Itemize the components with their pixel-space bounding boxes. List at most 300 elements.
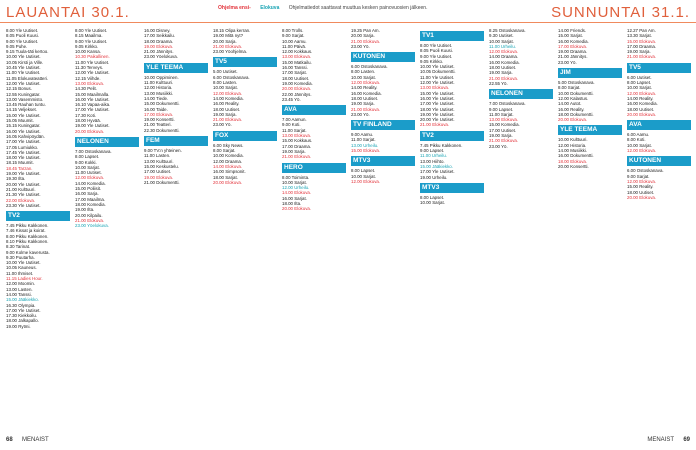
program-entry: 8.30 Tarinat.: [6, 244, 31, 250]
program-entry: 18.00 Uutiset.: [627, 106, 655, 112]
program-entry: 19.25 Pan Am.: [351, 28, 380, 33]
program-entry: 19.30 Ilta.: [6, 176, 26, 182]
program-entry: 17.00 Yle Uutiset.: [75, 107, 110, 113]
program-entry: 19.00 Sarja.: [351, 101, 375, 107]
program-entry: 9.00 Sarjat.: [627, 173, 650, 179]
program-entry: 15.00 Yle Uutiset.: [420, 90, 455, 96]
program-entry: 16.30 Olympia.: [6, 302, 36, 308]
program-entry: 6.00 Aamu.: [627, 132, 650, 138]
legend-movie: Elokuva: [260, 5, 280, 11]
program-entry: 16.00 Yle Uutiset.: [6, 128, 41, 134]
program-entry: 9.00 Yle Uutiset.: [6, 38, 39, 44]
program-entry: 14.00 Autot.: [558, 101, 582, 107]
program-entry: 18.15 Muumit.: [6, 160, 34, 166]
program-entry: 14.00 Friends.: [558, 28, 587, 33]
program-entry: 19.00 Komedia.: [282, 80, 313, 86]
program-entry: 17.00 Elokuva.: [144, 111, 174, 117]
program-entry: 9.00 Lapset.: [489, 106, 514, 112]
program-entry: 10.05 Kirsti ja Ville.: [6, 59, 44, 65]
program-entry: 20.00 Elokuva.: [627, 194, 657, 200]
program-entry: 19.00 Urheilu.: [420, 174, 448, 180]
program-entry: 15.00 Maailmalla.: [75, 91, 110, 97]
program-entry: 21.00 Teatteri.: [144, 122, 172, 128]
program-entry: 9.00 Yle Uutiset.: [75, 38, 108, 44]
program-entry: 10.00 Sarjat.: [351, 173, 376, 179]
program-entry: 12.00 Yle Uutiset.: [75, 70, 110, 76]
listing-column: [420, 28, 484, 428]
program-entry: 17.00 Elokuva.: [558, 43, 588, 49]
program-entry: 17.00 Maailma.: [75, 196, 106, 202]
program-entry: 19.00 Konsertti.: [144, 117, 175, 123]
legend: [218, 5, 435, 11]
program-entry: 7.00 Aamun.: [282, 117, 307, 123]
program-entry: 10.05 Dokumentti.: [420, 69, 456, 75]
program-entry: 12.00 Elokuva.: [627, 178, 657, 184]
program-entry: 15.05 Muumit.: [6, 118, 34, 124]
right-day-title: SUNNUNTAI 31.1.: [551, 4, 690, 21]
program-entry: 21.00 Elokuva.: [75, 217, 105, 223]
program-entry: 22.55 Yö.: [489, 80, 508, 86]
program-entry: 12.00 Elokuva.: [627, 90, 657, 96]
channel-heading: TV5: [213, 57, 277, 67]
program-entry: 17.05 Lumiukko.: [6, 144, 39, 150]
program-entry: 16.00 Simpsonit.: [213, 169, 246, 175]
program-entry: 21.00 Elokuva.: [627, 54, 657, 60]
program-entry: 10.00 Sarjat.: [213, 85, 238, 91]
program-entry: 20.00 Elokuva.: [213, 179, 243, 185]
program-entry: 19.00 Elokuva.: [144, 43, 174, 49]
program-entry: 18.45 Tarzan.: [6, 165, 33, 171]
program-entry: 20.00 Elokuva.: [558, 117, 588, 123]
program-entry: 8.00 Yle Uutiset.: [75, 28, 108, 33]
program-entry: 13.00 Kulttuuri.: [144, 158, 174, 164]
program-entry: 16.00 Yle Uutiset.: [75, 96, 110, 102]
program-entry: 13.00 Lasten.: [6, 286, 33, 292]
program-entry: 9.00 Koti.: [282, 122, 301, 128]
program-entry: 11.00 Yle Uutiset.: [420, 74, 455, 80]
program-entry: 8.00 Lapset.: [75, 154, 100, 160]
program-entry: 9.05 Puhe.: [6, 43, 28, 49]
program-entry: 9.00 TV:n yhteinen.: [144, 148, 182, 154]
program-entry: 12.00 Elokuva.: [213, 90, 243, 96]
listing-column: [144, 28, 208, 428]
program-entry: 15.00 Yle Uutiset.: [6, 112, 41, 118]
program-entry: 9.15 Tuula-täti kertoo.: [6, 49, 49, 55]
channel-heading: TV FINLAND: [351, 120, 415, 130]
program-entry: 17.30 Koti.: [75, 112, 96, 118]
program-entry: 11.00 Uutiset.: [75, 170, 102, 176]
program-entry: 16.05 Kahvipöydän.: [6, 133, 45, 139]
program-entry: 23.00 Yöelokuva.: [75, 223, 109, 229]
program-entry: 10.00 Sarjat.: [351, 74, 376, 80]
program-entry: 13.00 Urheilu.: [351, 142, 379, 148]
program-entry: 10.00 Sarjat.: [627, 85, 652, 91]
program-entry: 17.00 Sarjat.: [282, 70, 307, 76]
program-entry: 21.00 Kulttuuri.: [6, 186, 36, 192]
program-entry: 8.00 Yle Uutiset.: [420, 43, 453, 48]
program-entry: 10.00 Sarjat.: [489, 38, 514, 44]
program-entry: 8.00 Lasten.: [213, 80, 238, 86]
program-entry: 13.00 Elokuva.: [75, 80, 105, 86]
program-entry: 19.00 Mitä nyt?: [213, 33, 244, 39]
program-entry: 6.00 Ostoskanava.: [213, 74, 250, 80]
program-entry: 9.05 Kirkko.: [75, 43, 99, 49]
program-entry: 14.00 Tiede.: [144, 95, 169, 101]
program-entry: 14.15 Veljekset.: [6, 107, 37, 113]
program-entry: 20.00 Sarja.: [351, 33, 375, 39]
program-entry: 15.00 Poliisit.: [75, 186, 102, 192]
program-entry: 11.15 Ladies Hour.: [6, 276, 43, 282]
channel-heading: NELONEN: [75, 137, 139, 147]
program-entry: 16.00 Taide.: [144, 106, 168, 112]
program-entry: 11.00 Lasten.: [144, 153, 171, 159]
page-footer: [0, 434, 696, 450]
listing-column: [6, 28, 70, 428]
program-entry: 17.00 Uutiset.: [144, 169, 172, 175]
program-entry: 11.00 Yle Uutiset.: [6, 70, 41, 76]
channel-heading: KUTONEN: [351, 52, 415, 62]
program-entry: 7.45 Pikku Kakkonen.: [420, 142, 463, 148]
program-entry: 12.00 Elokuva.: [627, 148, 657, 154]
program-entry: 19.00 Sarja.: [282, 148, 306, 154]
program-entry: 11.00 Sarjat.: [282, 127, 307, 133]
right-page-number: 69: [683, 437, 690, 443]
program-entry: 18.00 Dokumentti.: [558, 111, 594, 117]
channel-heading: HERO: [282, 163, 346, 173]
program-entry: 15.00 Elokuva.: [351, 148, 381, 154]
program-entry: 18.00 Jalkapallo.: [6, 318, 39, 324]
program-entry: 18.15 Olipa kerran.: [213, 28, 251, 33]
channel-heading: YLE TEEMA: [558, 125, 622, 135]
program-entry: 21.00 Elokuva.: [351, 106, 381, 112]
program-entry: 7.45 Pikku Kakkonen.: [6, 223, 49, 229]
program-entry: 12.00 Historia.: [558, 142, 587, 148]
program-entry: 19.00 Sarja.: [489, 133, 513, 139]
program-entry: 18.00 Ilta.: [282, 201, 302, 207]
program-entry: 8.05 Puoli Kuusi.: [420, 48, 453, 54]
program-entry: 12.00 Kalastus.: [558, 95, 589, 101]
program-entry: 23.00 Yö.: [558, 59, 577, 65]
program-entry: 6.00 Ostoskanava.: [627, 168, 664, 174]
program-entry: 12.00 Kokkaus.: [282, 49, 313, 55]
program-entry: 14.00 Tanssi.: [6, 291, 32, 297]
program-entry: 15.00 Reality.: [627, 184, 654, 190]
program-entry: 6.00 Uutiset.: [627, 74, 652, 80]
listing-column: [75, 28, 139, 428]
program-entry: 13.30 Sarjat.: [627, 33, 652, 39]
program-entry: 11.00 Yle Uutiset.: [75, 59, 110, 65]
program-entry: 14.00 Reality.: [351, 85, 378, 91]
listing-column: [282, 28, 346, 428]
channel-heading: MTV3: [351, 156, 415, 166]
program-entry: 15.15 Kuningatar.: [6, 123, 41, 129]
program-entry: 15.00 Keskustelu.: [144, 163, 179, 169]
program-entry: 8.10 Pikku Kakkonen.: [6, 238, 49, 244]
program-entry: 10.00 Oppiminen.: [144, 74, 179, 80]
program-entry: 17.00 Yle Uutiset.: [6, 139, 41, 145]
program-entry: 8.00 Lasten.: [351, 69, 376, 75]
program-entry: 21.00 Elokuva.: [213, 117, 243, 123]
program-entry: 9.00 Sarjat.: [282, 33, 305, 39]
listing-column: [351, 28, 415, 428]
program-entry: 15.00 Jääkiekko.: [420, 163, 453, 169]
program-entry: 7.00 Ostoskanava.: [489, 101, 526, 107]
program-entry: 10.00 Aamu.: [282, 38, 307, 44]
left-page-number: 68: [6, 437, 13, 443]
channel-heading: FOX: [213, 131, 277, 141]
program-entry: 21.00 Elokuva.: [489, 138, 519, 144]
program-entry: 15.00 Elokuva.: [627, 38, 657, 44]
program-entry: 10.00 Kansa.: [75, 49, 101, 55]
legend-note: Ohjelmatiedot saattavat muuttua kesken painovuosien jälkeen.: [288, 5, 428, 11]
program-entry: 19.00 Yle Uutiset.: [6, 171, 41, 177]
program-entry: 18.00 Komedia.: [75, 201, 106, 207]
program-entry: 8.00 Sarjat.: [213, 148, 236, 154]
program-entry: 23.00 Yöohjelma.: [213, 49, 248, 55]
program-entry: 9.00 Lapset.: [420, 148, 445, 154]
program-entry: 8.00 Toiminta.: [282, 174, 310, 180]
header-divider: [0, 22, 696, 23]
program-entry: 8.00 Sarjat.: [558, 85, 581, 91]
program-entry: 13.00 Musiikki.: [144, 90, 174, 96]
program-entry: 14.00 Draama.: [489, 54, 519, 60]
program-entry: 12.15 Viihde.: [75, 75, 101, 81]
program-entry: 10.05 Kauneus.: [6, 265, 37, 271]
program-entry: 17.00 Yle Uutiset.: [420, 169, 455, 175]
program-entry: 23.00 Yö.: [213, 122, 232, 128]
program-entry: 11.00 Ihmiset.: [6, 270, 34, 276]
program-entry: 5.00 Uutiset.: [213, 69, 238, 75]
program-entry: 9.00 Kokki.: [75, 159, 97, 165]
listing-column: [489, 28, 553, 428]
program-entry: 15.00 Kokkaus.: [282, 138, 313, 144]
program-entry: 18.00 Sarjat.: [213, 174, 238, 180]
right-publication: MENAIST: [647, 437, 674, 443]
program-entry: 9.30 Uutiset.: [489, 33, 514, 39]
program-entry: 15.00 Jääkiekko.: [6, 297, 39, 303]
program-entry: 9.00 Aamu.: [351, 132, 374, 138]
program-entry: 10.00 Sarjat.: [627, 142, 652, 148]
program-entry: 9.30 Puutarha.: [6, 254, 35, 260]
program-entry: 6.00 Ostoskanava.: [351, 64, 388, 70]
program-entry: 10.00 Komedia.: [213, 153, 244, 159]
program-entry: 21.00 Elokuva.: [351, 38, 381, 44]
program-entry: 16.00 Sarja.: [75, 191, 99, 197]
program-entry: 16.00 Komedia.: [558, 38, 589, 44]
program-entry: 18.00 Uutiset.: [351, 95, 379, 101]
program-entry: 21.30 Yle Uutiset.: [6, 192, 41, 198]
program-entry: 19.00 Rytmi.: [6, 323, 31, 329]
program-entry: 12.00 Elokuva.: [351, 178, 381, 184]
program-entry: 20.00 Sarja.: [213, 38, 237, 44]
program-entry: 20.00 Yle Uutiset.: [6, 181, 41, 187]
program-entry: 12.00 Urheilu.: [282, 185, 310, 191]
listing-column: [213, 28, 277, 428]
program-entry: 14.00 Musiikki.: [558, 148, 588, 154]
channel-heading: TV2: [420, 131, 484, 141]
program-entry: 18.00 Yle Uutiset.: [6, 155, 41, 161]
program-entry: 14.00 Elokuva.: [282, 190, 312, 196]
program-entry: 11.00 Päivä.: [282, 43, 307, 49]
program-entry: 13.00 Elokuva.: [282, 133, 312, 139]
program-entry: 16.00 Tanssi.: [282, 65, 308, 71]
program-entry: 11.00 Urheilu.: [420, 153, 448, 159]
program-entry: 7.46 Kissat ja koirat.: [6, 228, 46, 234]
program-entry: 8.00 Yle Uutiset.: [6, 28, 39, 33]
program-entry: 19.00 Sarja.: [213, 111, 237, 117]
channel-heading: KUTONEN: [627, 156, 691, 166]
program-entry: 9.00 Kolme kaverusta.: [6, 249, 50, 255]
program-entry: 17.00 Seikkailu.: [144, 33, 175, 39]
program-entry: 23.00 Yö.: [351, 43, 370, 49]
program-entry: 13.00 Hiihto.: [420, 158, 445, 164]
program-entry: 18.00 Yle Uutiset.: [420, 106, 455, 112]
program-entry: 16.10 Vapaa-aika.: [75, 102, 111, 108]
program-entry: 14.00 Komedia.: [213, 95, 244, 101]
program-entry: 12.00 Elokuva.: [75, 175, 105, 181]
program-entry: 18.00 Uutiset.: [489, 65, 517, 71]
program-entry: 13.00 Elokuva.: [282, 54, 312, 60]
program-entry: 10.30 Paikallinen.: [75, 54, 110, 60]
program-entry: 19.00 Yle Uutiset.: [420, 111, 455, 117]
program-entry: 16.00 Komedia.: [351, 90, 382, 96]
program-entry: 16.00 Yle Uutiset.: [420, 95, 455, 101]
channel-heading: JIM: [558, 68, 622, 78]
channel-heading: AVA: [282, 105, 346, 115]
program-entry: 12.15 Bonus.: [6, 86, 32, 92]
program-entry: 6.00 Sky News.: [213, 142, 244, 148]
page-header: [0, 0, 696, 26]
program-entry: 19.00 Sarja.: [489, 70, 513, 76]
program-entry: 17.45 Yle Uutiset.: [6, 149, 41, 155]
program-entry: 10.00 Sarjat.: [420, 200, 445, 206]
program-entry: 21.00 Jännitys.: [144, 49, 174, 55]
program-entry: 8.15 Maailma.: [75, 33, 103, 39]
program-entry: 22.00 Jännitys.: [282, 91, 312, 97]
program-entry: 15.00 Dokumentti.: [144, 101, 180, 107]
program-entry: 8.25 Ostoskanava.: [489, 28, 526, 33]
program-entry: 10.00 Yle Uutiset.: [420, 64, 455, 70]
program-entry: 17.00 Draama.: [282, 143, 312, 149]
program-entry: 19.00 Draama.: [558, 49, 588, 55]
program-entry: 22.30 Dokumentti.: [144, 127, 180, 133]
program-entry: 18.00 Hyvää.: [75, 118, 101, 124]
program-entry: 17.30 Kiekkoilu.: [6, 313, 37, 319]
channel-heading: TV5: [627, 63, 691, 73]
program-entry: 21.00 Elokuva.: [282, 154, 312, 160]
program-entry: 11.00 Sarjat.: [489, 111, 514, 117]
program-entry: 20.00 Elokuva.: [627, 111, 657, 117]
program-entry: 8.00 Lapset.: [627, 80, 652, 86]
program-entry: 13.00 Elokuva.: [420, 85, 450, 91]
program-entry: 21.00 Jännitys.: [558, 54, 588, 60]
program-entry: 19.00 Ilta.: [75, 207, 95, 213]
program-entry: 10.00 Yle Uutiset.: [6, 260, 41, 266]
program-entry: 21.00 Elokuva.: [420, 122, 450, 128]
program-entry: 12.55 Kuningatar.: [6, 91, 41, 97]
listing-column: [627, 28, 691, 428]
program-entry: 23.00 Yö.: [489, 143, 508, 149]
channel-heading: NELONEN: [489, 89, 553, 99]
legend-premiere: Ohjelma ensi-: [218, 5, 251, 11]
program-entry: 21.00 Elokuva.: [489, 75, 519, 81]
left-publication: MENAIST: [22, 437, 49, 443]
program-entry: 19.00 Elokuva.: [144, 174, 174, 180]
program-entry: 16.00 Dokumentti.: [558, 153, 594, 159]
program-entry: 17.00 Draama.: [627, 43, 657, 49]
program-entry: 9.00 Yle Uutiset.: [420, 53, 453, 59]
left-day-title: LAUANTAI 30.1.: [6, 4, 130, 21]
program-entry: 23.00 Yö.: [351, 111, 370, 117]
program-entry: 5.00 Ostoskanava.: [558, 80, 595, 86]
channel-heading: AVA: [627, 120, 691, 130]
program-entry: 14.30 Pelit.: [75, 86, 97, 92]
program-entry: 17.00 Yle Uutiset.: [6, 307, 41, 313]
program-entry: 12.00 Draama.: [213, 158, 243, 164]
program-entry: 20.00 Kilpailu.: [75, 212, 103, 218]
channel-heading: TV2: [6, 211, 70, 221]
program-entry: 20.00 Yle Uutiset.: [420, 117, 455, 123]
program-entry: 18.00 Elokuva.: [558, 158, 588, 164]
program-entry: 16.00 Sarjat.: [282, 195, 307, 201]
program-entry: 20.00 Elokuva.: [282, 86, 312, 92]
program-entry: 8.05 Puoli Kuusi.: [6, 33, 39, 39]
program-entry: 12.00 Historia.: [144, 85, 173, 91]
program-entry: 14.00 Elokuva.: [213, 163, 243, 169]
channel-heading: FEM: [144, 136, 208, 146]
program-entry: 19.00 Sarja.: [627, 49, 651, 55]
program-entry: 19.00 Yle Uutiset.: [75, 123, 110, 129]
program-entry: 11.00 Sarjat.: [351, 137, 376, 143]
program-entry: 20.00 Konsertti.: [558, 163, 589, 169]
program-entry: 16.00 Reality.: [213, 101, 240, 107]
program-entry: 10.00 Yle Uutiset.: [6, 54, 41, 60]
program-entry: 23.45 Yö.: [282, 96, 301, 102]
program-entry: 18.00 Draama.: [144, 38, 174, 44]
program-entry: 11.05 Elokuvateatteri.: [6, 75, 49, 81]
program-entry: 12.00 Elokuva.: [489, 49, 519, 55]
program-entry: 13.00 Elokuva.: [489, 117, 519, 123]
program-entry: 21.00 Elokuva.: [213, 43, 243, 49]
program-entry: 11.00 Urheilu.: [489, 43, 517, 49]
program-entry: 17.00 Yle Uutiset.: [420, 101, 455, 107]
program-entry: 14.00 Komedia.: [75, 180, 106, 186]
program-entry: 11.30 Terveys.: [75, 65, 104, 71]
program-entry: 13.45 Rauhan tuntu.: [6, 102, 46, 108]
listing-column: [558, 28, 622, 428]
program-entry: 13.00 Vasemmisto.: [6, 96, 44, 102]
program-entry: 12.00 Elokuva.: [351, 80, 381, 86]
program-entry: 17.00 Uutiset.: [489, 127, 517, 133]
program-entry: 9.05 Kirkko.: [420, 58, 444, 64]
program-entry: 18.00 Uutiset.: [627, 189, 655, 195]
program-entry: 8.00 Lapset.: [351, 168, 376, 174]
program-entry: 10.00 Dokumentti.: [558, 90, 594, 96]
program-entry: 15.00 Sarjat.: [558, 33, 583, 39]
program-entry: 18.00 Uutiset.: [282, 75, 310, 81]
program-entry: 12.00 Yle Uutiset.: [6, 80, 41, 86]
program-entry: 10.45 Yle Uutiset.: [6, 65, 41, 71]
program-entry: 10.00 Sarjat.: [282, 179, 307, 185]
program-entry: 11.00 Kulttuuri.: [144, 80, 174, 86]
program-entry: 16.00 Disney.: [144, 28, 171, 33]
program-entry: 10.00 Sarjat.: [75, 164, 100, 170]
program-entry: 8.00 Koti.: [627, 137, 646, 143]
program-entry: 12.27 Pan Am.: [627, 28, 656, 33]
channel-heading: MTV3: [420, 183, 484, 193]
program-entry: 15.00 Komedia.: [489, 122, 520, 128]
program-entry: 23.00 Yöelokuva.: [144, 54, 178, 60]
